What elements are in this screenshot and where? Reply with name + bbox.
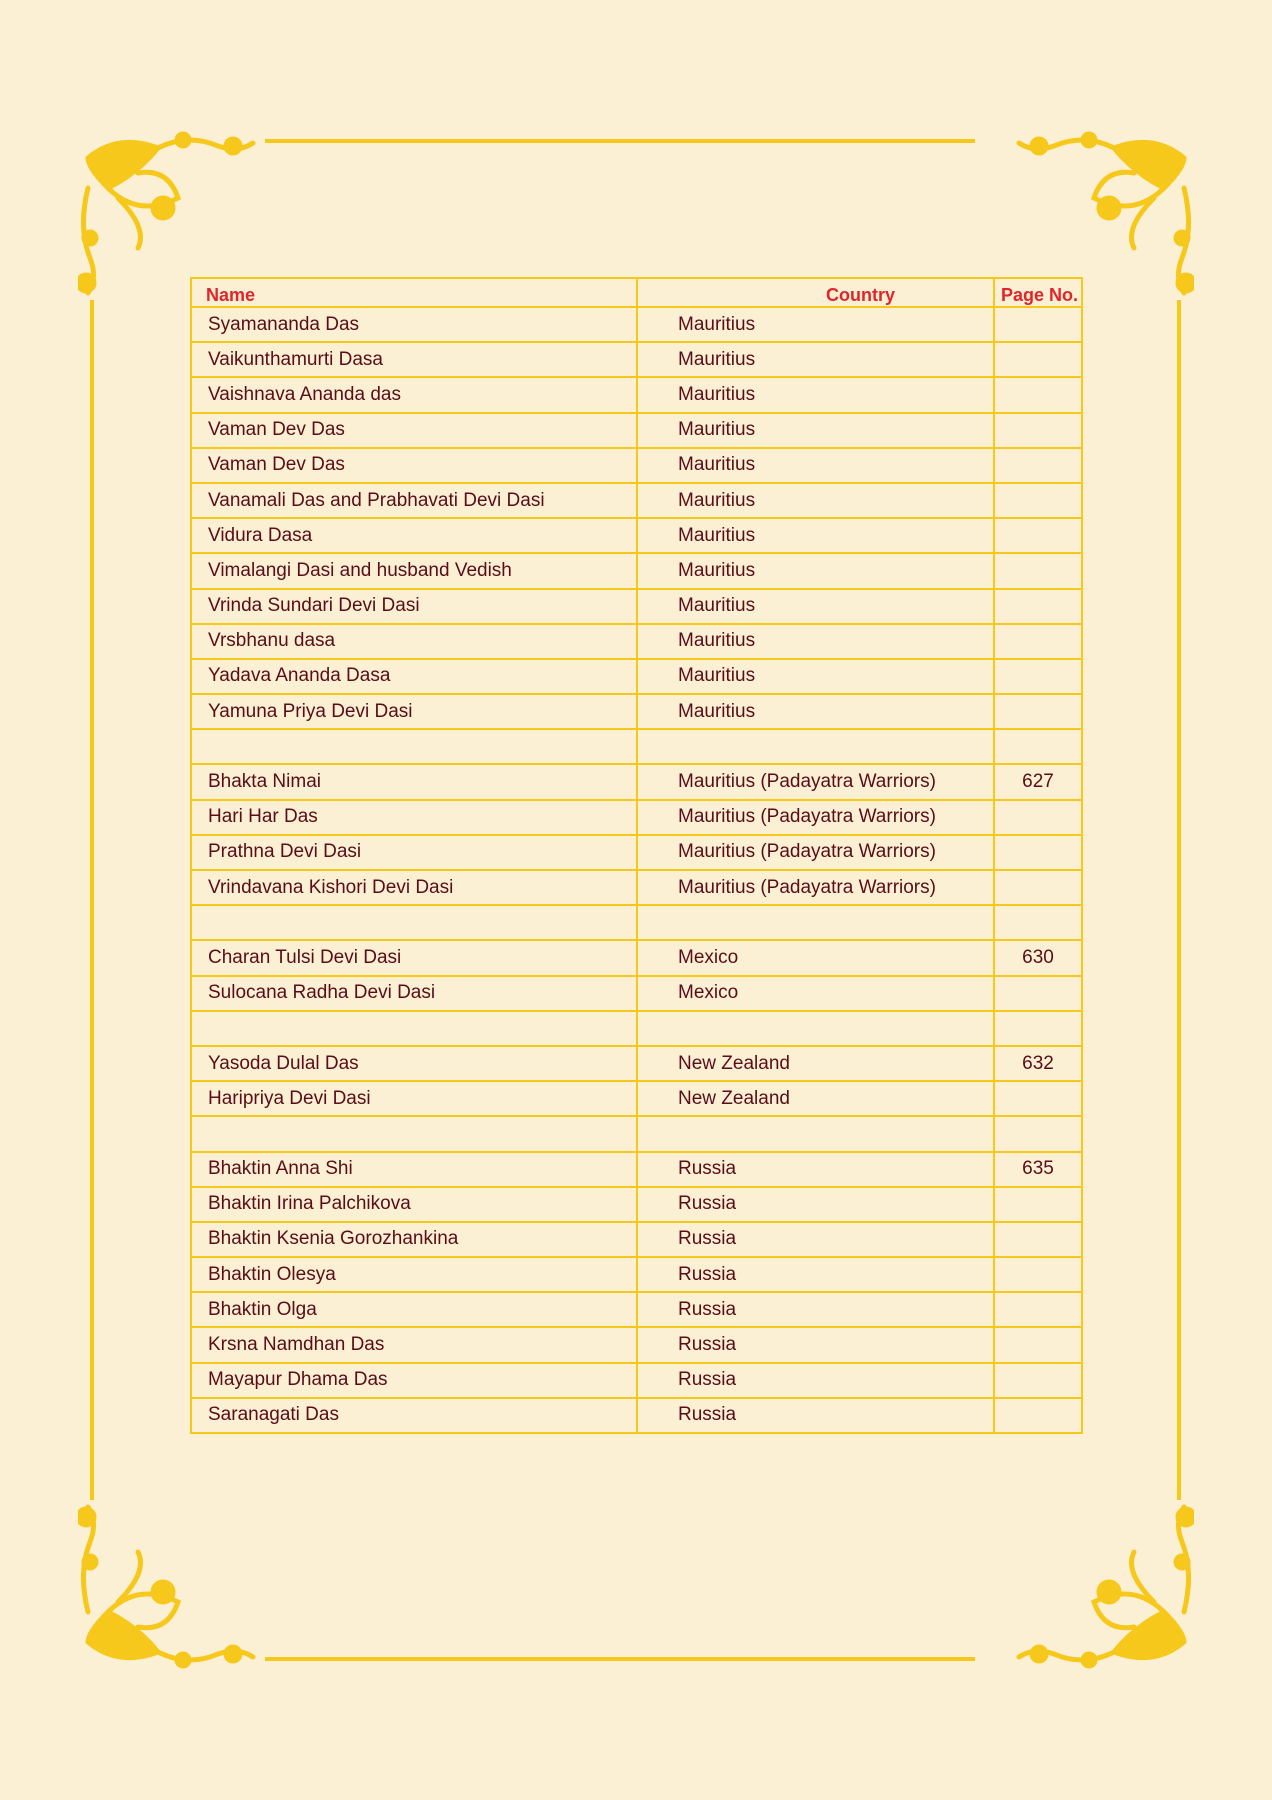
table-row — [191, 835, 1082, 870]
name-cell: Vrinda Sundari Devi Dasi — [191, 589, 637, 624]
page-cell — [994, 1081, 1082, 1116]
page-cell — [994, 413, 1082, 448]
table-row — [191, 624, 1082, 659]
name-cell: Vanamali Das and Prabhavati Devi Dasi — [191, 483, 637, 518]
frame-top-line — [265, 139, 975, 143]
name-cell: Yasoda Dulal Das — [191, 1046, 637, 1081]
name-cell: Sulocana Radha Devi Dasi — [191, 976, 637, 1011]
table-row — [191, 694, 1082, 729]
page-cell — [994, 870, 1082, 905]
country-cell: Mauritius — [637, 307, 994, 342]
name-cell: Charan Tulsi Devi Dasi — [191, 940, 637, 975]
page-cell — [994, 1398, 1082, 1433]
table-row — [191, 377, 1082, 412]
country-column-header: Country — [637, 278, 994, 307]
name-cell — [191, 1011, 637, 1046]
page-cell — [994, 377, 1082, 412]
name-cell: Vaman Dev Das — [191, 413, 637, 448]
table-row — [191, 940, 1082, 975]
table-row — [191, 1152, 1082, 1187]
page-cell — [994, 589, 1082, 624]
country-cell: Russia — [637, 1257, 994, 1292]
page-cell — [994, 307, 1082, 342]
page-cell — [994, 1257, 1082, 1292]
name-cell: Krsna Namdhan Das — [191, 1327, 637, 1362]
table-row — [191, 1081, 1082, 1116]
floral-corner-ornament-icon — [1004, 1482, 1194, 1672]
name-cell: Yadava Ananda Dasa — [191, 659, 637, 694]
frame-bottom-line — [265, 1657, 975, 1661]
floral-corner-ornament-icon — [78, 1482, 268, 1672]
table-row — [191, 800, 1082, 835]
table-row — [191, 1046, 1082, 1081]
page-cell: 635 — [994, 1152, 1082, 1187]
name-cell: Vaishnava Ananda das — [191, 377, 637, 412]
table-row — [191, 448, 1082, 483]
page-cell — [994, 1363, 1082, 1398]
table-row — [191, 518, 1082, 553]
name-cell: Yamuna Priya Devi Dasi — [191, 694, 637, 729]
page-cell — [994, 694, 1082, 729]
country-cell: New Zealand — [637, 1081, 994, 1116]
name-cell: Syamananda Das — [191, 307, 637, 342]
country-cell: Mauritius — [637, 377, 994, 412]
name-cell: Saranagati Das — [191, 1398, 637, 1433]
table-row — [191, 1257, 1082, 1292]
frame-left-line — [90, 300, 94, 1500]
name-cell: Vaman Dev Das — [191, 448, 637, 483]
page-cell — [994, 1187, 1082, 1222]
name-cell — [191, 729, 637, 764]
page-cell — [994, 835, 1082, 870]
country-cell: Russia — [637, 1187, 994, 1222]
country-cell: Mauritius — [637, 694, 994, 729]
page-cell — [994, 905, 1082, 940]
name-cell — [191, 905, 637, 940]
table-row — [191, 764, 1082, 799]
table-row — [191, 589, 1082, 624]
name-cell: Haripriya Devi Dasi — [191, 1081, 637, 1116]
name-cell: Vrindavana Kishori Devi Dasi — [191, 870, 637, 905]
table-row — [191, 553, 1082, 588]
name-cell: Vaikunthamurti Dasa — [191, 342, 637, 377]
country-cell: Mauritius — [637, 624, 994, 659]
table-row — [191, 307, 1082, 342]
country-cell: New Zealand — [637, 1046, 994, 1081]
country-cell: Mauritius — [637, 483, 994, 518]
page-cell — [994, 624, 1082, 659]
country-cell: Mauritius — [637, 659, 994, 694]
page-cell — [994, 800, 1082, 835]
country-cell — [637, 905, 994, 940]
country-cell: Russia — [637, 1398, 994, 1433]
name-cell: Bhakta Nimai — [191, 764, 637, 799]
name-cell: Bhaktin Olesya — [191, 1257, 637, 1292]
country-cell: Mauritius — [637, 518, 994, 553]
table-row — [191, 1398, 1082, 1433]
page-cell — [994, 729, 1082, 764]
page-cell — [994, 1292, 1082, 1327]
name-cell: Bhaktin Irina Palchikova — [191, 1187, 637, 1222]
name-cell: Hari Har Das — [191, 800, 637, 835]
name-column-header: Name — [191, 278, 637, 307]
page-cell — [994, 1011, 1082, 1046]
country-cell: Mauritius (Padayatra Warriors) — [637, 835, 994, 870]
country-cell: Mauritius — [637, 342, 994, 377]
country-cell: Russia — [637, 1327, 994, 1362]
page-cell: 632 — [994, 1046, 1082, 1081]
table-row — [191, 870, 1082, 905]
roster-table — [190, 277, 1083, 1434]
page-cell — [994, 518, 1082, 553]
country-cell: Russia — [637, 1292, 994, 1327]
page-cell: 627 — [994, 764, 1082, 799]
country-cell — [637, 1116, 994, 1151]
page-cell — [994, 1222, 1082, 1257]
country-cell: Mauritius (Padayatra Warriors) — [637, 870, 994, 905]
table-row — [191, 1292, 1082, 1327]
name-cell: Mayapur Dhama Das — [191, 1363, 637, 1398]
table-row — [191, 659, 1082, 694]
name-cell: Prathna Devi Dasi — [191, 835, 637, 870]
page-cell — [994, 1327, 1082, 1362]
table-row — [191, 905, 1082, 940]
table-row — [191, 1116, 1082, 1151]
country-cell — [637, 1011, 994, 1046]
table-row — [191, 976, 1082, 1011]
table-row — [191, 1327, 1082, 1362]
name-cell: Vidura Dasa — [191, 518, 637, 553]
page-cell — [994, 342, 1082, 377]
table-row — [191, 1011, 1082, 1046]
name-cell: Vrsbhanu dasa — [191, 624, 637, 659]
country-cell: Mexico — [637, 976, 994, 1011]
table-row — [191, 342, 1082, 377]
name-cell — [191, 1116, 637, 1151]
frame-right-line — [1177, 300, 1181, 1500]
page-cell — [994, 448, 1082, 483]
country-cell: Mauritius — [637, 448, 994, 483]
table-row — [191, 413, 1082, 448]
page-column-header: Page No. — [994, 278, 1082, 307]
table-body — [191, 307, 1082, 1433]
country-cell: Russia — [637, 1363, 994, 1398]
table-row — [191, 1363, 1082, 1398]
country-cell: Mauritius — [637, 589, 994, 624]
table-header-row — [191, 278, 1082, 307]
page-cell — [994, 483, 1082, 518]
table-row — [191, 729, 1082, 764]
country-cell: Russia — [637, 1152, 994, 1187]
name-cell: Bhaktin Olga — [191, 1292, 637, 1327]
country-cell: Mauritius (Padayatra Warriors) — [637, 800, 994, 835]
table-row — [191, 483, 1082, 518]
country-cell — [637, 729, 994, 764]
country-cell: Mauritius (Padayatra Warriors) — [637, 764, 994, 799]
name-cell: Bhaktin Anna Shi — [191, 1152, 637, 1187]
page-cell — [994, 659, 1082, 694]
country-cell: Mauritius — [637, 553, 994, 588]
country-cell: Russia — [637, 1222, 994, 1257]
page-cell — [994, 1116, 1082, 1151]
page-cell: 630 — [994, 940, 1082, 975]
country-cell: Mexico — [637, 940, 994, 975]
name-cell: Bhaktin Ksenia Gorozhankina — [191, 1222, 637, 1257]
country-cell: Mauritius — [637, 413, 994, 448]
page-cell — [994, 553, 1082, 588]
table-row — [191, 1222, 1082, 1257]
name-cell: Vimalangi Dasi and husband Vedish — [191, 553, 637, 588]
table-row — [191, 1187, 1082, 1222]
page-cell — [994, 976, 1082, 1011]
